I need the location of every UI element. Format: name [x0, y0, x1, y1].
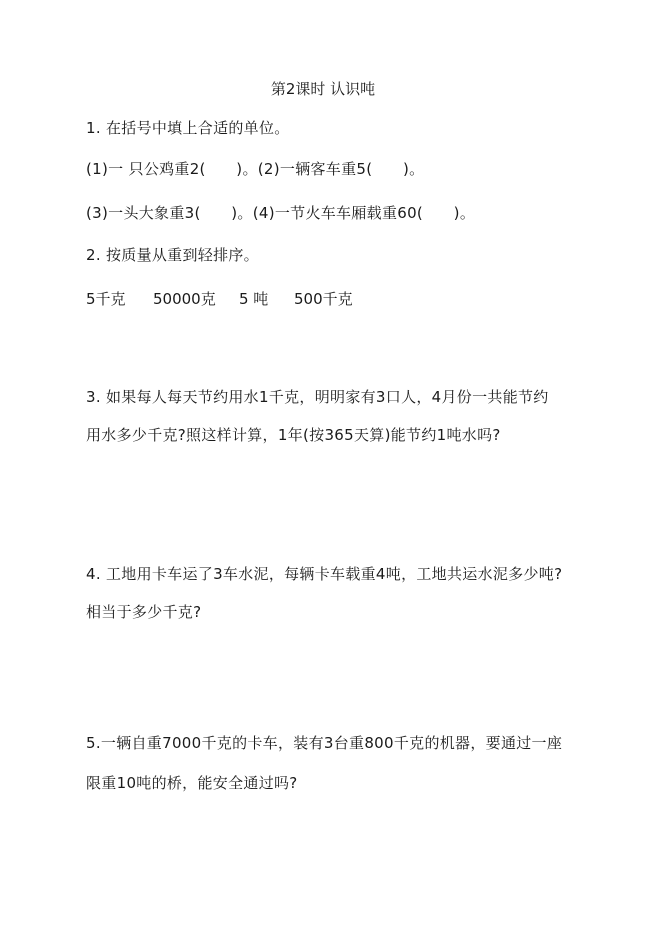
question-1-line-2: (3)一头大象重3( )。(4)一节火车车厢载重60( )。 [86, 204, 476, 222]
question-2-heading: 2. 按质量从重到轻排序。 [86, 246, 259, 264]
page-title: 第2课时 认识吨 [270, 80, 376, 98]
weight-item: 500千克 [294, 290, 353, 308]
question-4-line-1: 4. 工地用卡车运了3车水泥，每辆卡车载重4吨，工地共运水泥多少吨? [86, 565, 563, 583]
question-1-heading: 1. 在括号中填上合适的单位。 [86, 119, 290, 137]
question-5-line-1: 5.一辆自重7000千克的卡车，装有3台重800千克的机器，要通过一座 [86, 734, 563, 752]
question-3-line-1: 3. 如果每人每天节约用水1千克，明明家有3口人，4月份一共能节约 [86, 388, 549, 406]
question-4-line-2: 相当于多少千克? [86, 603, 202, 621]
question-1-line-1: (1)一 只公鸡重2( )。(2)一辆客车重5( )。 [86, 160, 425, 178]
weight-item: 50000克 [153, 290, 216, 308]
weight-item: 5 吨 [239, 290, 269, 308]
question-3-line-2: 用水多少千克?照这样计算，1年(按365天算)能节约1吨水吗? [86, 426, 501, 444]
weight-item: 5千克 [86, 290, 126, 308]
question-5-line-2: 限重10吨的桥，能安全通过吗? [86, 774, 298, 792]
